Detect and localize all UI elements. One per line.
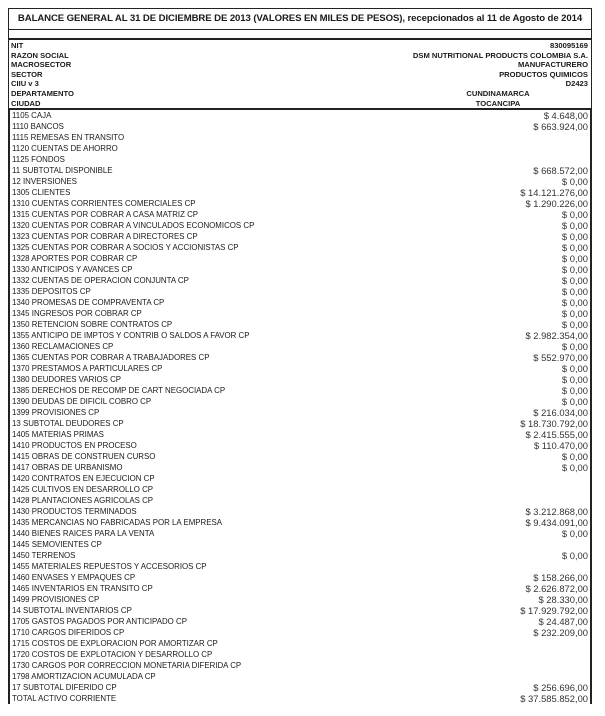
company-info-row <box>9 51 591 61</box>
table-row <box>10 121 590 132</box>
info-value: CUNDINAMARCA <box>466 88 530 98</box>
account-name: 1315 CUENTAS POR COBRAR A CASA MATRIZ CP <box>12 210 199 220</box>
table-row <box>10 341 590 352</box>
account-name: 1399 PROVISIONES CP <box>12 408 100 418</box>
table-row <box>10 594 590 605</box>
account-name: 1355 ANTICIPO DE IMPTOS Y CONTRIB O SALDOS A FAVOR CP <box>12 331 250 341</box>
table-row <box>10 165 590 176</box>
account-name: 1105 CAJA <box>12 111 52 121</box>
table-row <box>10 363 590 374</box>
table-row <box>10 330 590 341</box>
company-info-row <box>9 60 591 70</box>
table-row <box>10 418 590 429</box>
balance-sheet <box>8 8 592 704</box>
account-amount <box>438 154 590 165</box>
table-row <box>10 638 590 649</box>
account-amount: $ 0,00 <box>561 176 588 188</box>
account-name: 1450 TERRENOS <box>12 551 76 561</box>
account-name: 1305 CLIENTES <box>12 188 71 198</box>
account-name: 1320 CUENTAS POR COBRAR A VINCULADOS ECONOMICOS CP <box>12 221 255 231</box>
account-name: 1410 PRODUCTOS EN PROCESO <box>12 441 137 451</box>
table-row <box>10 264 590 275</box>
table-row <box>10 660 590 671</box>
account-amount <box>438 649 590 660</box>
account-name: 1340 PROMESAS DE COMPRAVENTA CP <box>12 298 165 308</box>
account-name: 11 SUBTOTAL DISPONIBLE <box>12 166 113 176</box>
table-row <box>10 605 590 616</box>
table-row <box>10 242 590 253</box>
account-amount: $ 2.982.354,00 <box>525 330 588 342</box>
account-amount: $ 0,00 <box>561 220 588 232</box>
table-row <box>10 528 590 539</box>
table-row <box>10 110 590 121</box>
account-name: TOTAL ACTIVO CORRIENTE <box>12 694 117 704</box>
account-amount: $ 0,00 <box>561 242 588 254</box>
account-name: 1325 CUENTAS POR COBRAR A SOCIOS Y ACCIONISTAS CP <box>12 243 239 253</box>
account-amount: $ 158.266,00 <box>533 572 588 584</box>
info-label: NIT <box>11 41 24 50</box>
account-name: 1125 FONDOS <box>12 155 65 165</box>
account-amount: $ 0,00 <box>561 396 588 408</box>
table-row <box>10 407 590 418</box>
account-amount <box>438 539 590 550</box>
account-name: 1455 MATERIALES REPUESTOS Y ACCESORIOS CP <box>12 562 207 572</box>
table-row <box>10 319 590 330</box>
account-amount: $ 3.212.868,00 <box>525 506 588 518</box>
account-name: 1310 CUENTAS CORRIENTES COMERCIALES CP <box>12 199 196 209</box>
account-name: 1435 MERCANCIAS NO FABRICADAS POR LA EMPRESA <box>12 518 223 528</box>
account-amount: $ 256.696,00 <box>533 682 588 694</box>
account-name: 1720 COSTOS DE EXPLOTACION Y DESARROLLO CP <box>12 650 213 660</box>
account-amount: $ 232.209,00 <box>533 627 588 639</box>
info-label: CIIU v 3 <box>11 79 39 89</box>
account-amount: $ 0,00 <box>561 385 588 397</box>
account-name: 1440 BIENES RAICES PARA LA VENTA <box>12 529 155 539</box>
table-row <box>10 352 590 363</box>
table-row <box>10 539 590 550</box>
company-info-row <box>9 89 591 99</box>
account-amount: $ 0,00 <box>561 550 588 562</box>
table-row <box>10 275 590 286</box>
account-name: 1417 OBRAS DE URBANISMO <box>12 463 123 473</box>
table-row <box>10 308 590 319</box>
info-value: DSM NUTRITIONAL PRODUCTS COLOMBIA S.A. <box>412 50 588 60</box>
account-amount: $ 0,00 <box>561 231 588 243</box>
account-name: 1710 CARGOS DIFERIDOS CP <box>12 628 125 638</box>
account-name: 1345 INGRESOS POR COBRAR CP <box>12 309 142 319</box>
table-row <box>10 561 590 572</box>
table-row <box>10 451 590 462</box>
accounts-table <box>8 110 592 704</box>
account-amount <box>438 660 590 671</box>
account-amount: $ 0,00 <box>561 451 588 463</box>
table-row <box>10 429 590 440</box>
table-row <box>10 484 590 495</box>
table-row <box>10 198 590 209</box>
account-name: 1370 PRESTAMOS A PARTICULARES CP <box>12 364 163 374</box>
info-label: DEPARTAMENTO <box>11 88 74 98</box>
report-title: BALANCE GENERAL AL 31 DE DICIEMBRE DE 2013 (VALORES EN MILES DE PESOS), recepcionados al 11 de Agosto de 2014 <box>8 8 592 30</box>
info-label: SECTOR <box>11 69 43 79</box>
account-name: 1385 DERECHOS DE RECOMP DE CART NEGOCIADA CP <box>12 386 226 396</box>
account-name: 1115 REMESAS EN TRANSITO <box>12 133 125 143</box>
account-name: 1420 CONTRATOS EN EJECUCION CP <box>12 474 155 484</box>
account-name: 1715 COSTOS DE EXPLORACION POR AMORTIZAR CP <box>12 639 218 649</box>
table-row <box>10 506 590 517</box>
account-amount: $ 663.924,00 <box>533 121 588 133</box>
table-row <box>10 693 590 704</box>
account-name: 1415 OBRAS DE CONSTRUEN CURSO <box>12 452 156 462</box>
account-name: 1465 INVENTARIOS EN TRANSITO CP <box>12 584 153 594</box>
account-amount <box>438 671 590 682</box>
account-amount: $ 0,00 <box>561 528 588 540</box>
account-amount <box>438 484 590 495</box>
account-amount: $ 14.121.276,00 <box>520 187 588 199</box>
table-row <box>10 495 590 506</box>
account-amount: $ 0,00 <box>561 341 588 353</box>
company-info-block <box>8 38 592 110</box>
table-row <box>10 517 590 528</box>
table-row <box>10 473 590 484</box>
account-name: 12 INVERSIONES <box>12 177 77 187</box>
account-name: 1705 GASTOS PAGADOS POR ANTICIPADO CP <box>12 617 187 627</box>
account-name: 1365 CUENTAS POR COBRAR A TRABAJADORES CP <box>12 353 210 363</box>
account-name: 1332 CUENTAS DE OPERACION CONJUNTA CP <box>12 276 189 286</box>
account-name: 1428 PLANTACIONES AGRICOLAS CP <box>12 496 154 506</box>
account-amount: $ 0,00 <box>561 363 588 375</box>
account-name: 14 SUBTOTAL INVENTARIOS CP <box>12 606 132 616</box>
table-row <box>10 286 590 297</box>
account-amount: $ 0,00 <box>561 462 588 474</box>
account-name: 1380 DEUDORES VARIOS CP <box>12 375 122 385</box>
account-amount <box>438 638 590 649</box>
account-amount: $ 9.434.091,00 <box>525 517 588 529</box>
table-row <box>10 297 590 308</box>
blank-row <box>8 30 592 38</box>
account-name: 1430 PRODUCTOS TERMINADOS <box>12 507 137 517</box>
info-value: 830095169 <box>549 41 588 50</box>
table-row <box>10 143 590 154</box>
account-name: 1499 PROVISIONES CP <box>12 595 100 605</box>
info-value: D2423 <box>565 79 588 89</box>
account-name: 1350 RETENCION SOBRE CONTRATOS CP <box>12 320 173 330</box>
account-amount <box>438 473 590 484</box>
account-amount <box>438 495 590 506</box>
table-row <box>10 176 590 187</box>
account-name: 1330 ANTICIPOS Y AVANCES CP <box>12 265 133 275</box>
table-row <box>10 649 590 660</box>
table-row <box>10 396 590 407</box>
info-label: CIUDAD <box>11 98 41 108</box>
account-name: 1335 DEPOSITOS CP <box>12 287 91 297</box>
table-row <box>10 550 590 561</box>
account-amount: $ 18.730.792,00 <box>520 418 588 430</box>
table-row <box>10 231 590 242</box>
account-amount: $ 552.970,00 <box>533 352 588 364</box>
company-info-row <box>9 41 591 51</box>
info-value: PRODUCTOS QUIMICOS <box>499 69 588 79</box>
info-label: RAZON SOCIAL <box>11 50 69 60</box>
account-amount: $ 0,00 <box>561 253 588 265</box>
table-row <box>10 682 590 693</box>
account-amount: $ 0,00 <box>561 264 588 276</box>
table-row <box>10 627 590 638</box>
account-amount: $ 17.929.792,00 <box>520 605 588 617</box>
account-amount: $ 2.415.555,00 <box>525 429 588 441</box>
company-info-row <box>9 79 591 89</box>
table-row <box>10 572 590 583</box>
account-amount <box>438 143 590 154</box>
account-amount: $ 0,00 <box>561 275 588 287</box>
account-amount: $ 110.470,00 <box>533 440 588 452</box>
table-row <box>10 583 590 594</box>
table-row <box>10 154 590 165</box>
table-row <box>10 671 590 682</box>
account-amount <box>438 561 590 572</box>
table-row <box>10 187 590 198</box>
account-name: 1360 RECLAMACIONES CP <box>12 342 114 352</box>
table-row <box>10 253 590 264</box>
info-value: TOCANCIPA <box>475 98 521 108</box>
table-row <box>10 209 590 220</box>
account-amount: $ 0,00 <box>561 319 588 331</box>
account-amount: $ 4.648,00 <box>543 110 588 122</box>
account-name: 17 SUBTOTAL DIFERIDO CP <box>12 683 117 693</box>
account-name: 1405 MATERIAS PRIMAS <box>12 430 104 440</box>
info-value: MANUFACTURERO <box>517 60 588 70</box>
account-name: 1328 APORTES POR COBRAR CP <box>12 254 138 264</box>
account-amount: $ 28.330,00 <box>538 594 588 606</box>
table-row <box>10 440 590 451</box>
account-amount: $ 24.487,00 <box>538 616 588 628</box>
account-amount: $ 0,00 <box>561 286 588 298</box>
account-name: 1323 CUENTAS POR COBRAR A DIRECTORES CP <box>12 232 198 242</box>
table-row <box>10 374 590 385</box>
table-row <box>10 616 590 627</box>
account-name: 1425 CULTIVOS EN DESARROLLO CP <box>12 485 154 495</box>
table-row <box>10 385 590 396</box>
account-name: 1460 ENVASES Y EMPAQUES CP <box>12 573 136 583</box>
account-amount: $ 0,00 <box>561 308 588 320</box>
account-amount <box>438 132 590 143</box>
table-row <box>10 220 590 231</box>
table-row <box>10 132 590 143</box>
table-row <box>10 462 590 473</box>
account-name: 1730 CARGOS POR CORRECCION MONETARIA DIFERIDA CP <box>12 661 242 671</box>
account-name: 1110 BANCOS <box>12 122 64 132</box>
account-amount: $ 0,00 <box>561 209 588 221</box>
account-name: 1798 AMORTIZACION ACUMULADA CP <box>12 672 156 682</box>
account-name: 1120 CUENTAS DE AHORRO <box>12 144 118 154</box>
account-amount: $ 2.626.872,00 <box>525 583 588 595</box>
account-amount: $ 1.290.226,00 <box>525 198 588 210</box>
account-amount: $ 668.572,00 <box>533 165 588 177</box>
company-info-row <box>9 99 591 109</box>
account-amount: $ 216.034,00 <box>533 407 588 419</box>
account-amount: $ 37.585.852,00 <box>520 693 588 705</box>
account-name: 1445 SEMOVIENTES CP <box>12 540 102 550</box>
account-name: 13 SUBTOTAL DEUDORES CP <box>12 419 124 429</box>
account-amount: $ 0,00 <box>561 297 588 309</box>
company-info-row <box>9 70 591 80</box>
info-label: MACROSECTOR <box>11 60 72 70</box>
account-name: 1390 DEUDAS DE DIFICIL COBRO CP <box>12 397 152 407</box>
account-amount: $ 0,00 <box>561 374 588 386</box>
